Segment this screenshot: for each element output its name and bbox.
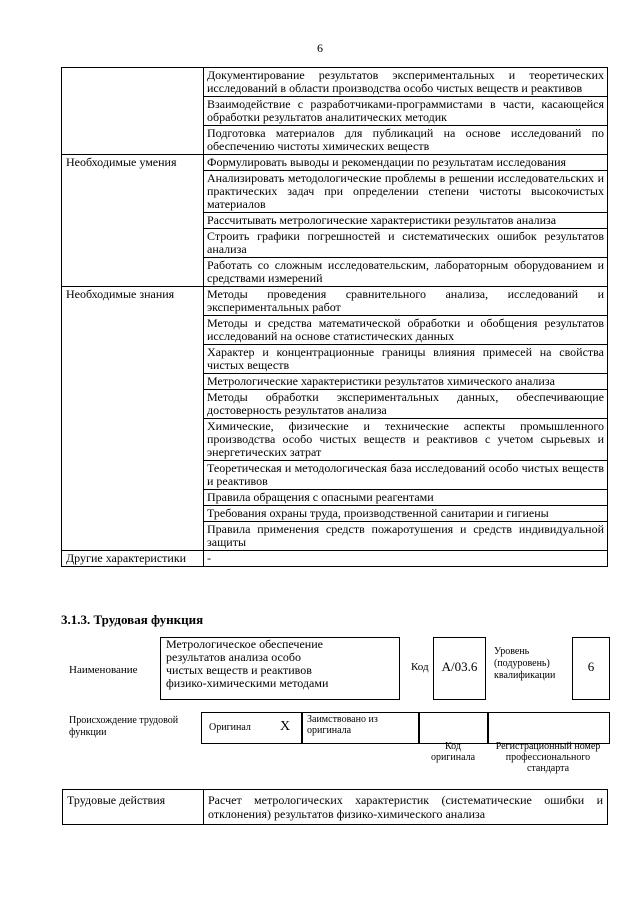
actions-text: Расчет метрологических характеристик (систематические ошибки и отклонения) результатов физико-химического анализа: [204, 790, 608, 825]
row-item: Рассчитывать метрологические характеристики результатов анализа: [204, 213, 608, 229]
requirements-table: [61, 67, 608, 567]
row-item: Правила применения средств пожаротушения и средств индивидуальной защиты: [204, 522, 608, 551]
code-value-box: [433, 637, 486, 700]
page-number: 6: [317, 41, 323, 55]
row-label: Необходимые знания: [62, 287, 204, 551]
row-label: [62, 68, 204, 155]
origin-label: Происхождение трудовой функции: [69, 715, 179, 738]
code-value: А/03.6: [441, 659, 478, 674]
original-box: [201, 712, 303, 744]
actions-table: [62, 789, 608, 825]
name-label: Наименование: [69, 664, 138, 676]
code-orig-box: [418, 712, 489, 744]
level-value-box: [572, 637, 610, 700]
name-value: Метрологическое обеспечение результатов анализа особо чистых веществ и реактивов физико-химическими методами: [166, 637, 329, 690]
table-row: [62, 287, 608, 316]
borrowed-label: Заимствовано из оригинала: [307, 714, 378, 736]
row-item: Документирование результатов экспериментальных и теоретических исследований в области производства особо чистых веществ и реактивов: [204, 68, 608, 97]
row-item: Методы проведения сравнительного анализа, исследований и экспериментальных работ: [204, 287, 608, 316]
level-label: Уровень (подуровень) квалификации: [494, 646, 556, 681]
row-item: Строить графики погрешностей и систематических ошибок результатов анализа: [204, 229, 608, 258]
reg-number-box: [487, 712, 610, 744]
code-label: Код: [411, 661, 429, 673]
section-title: 3.1.3. Трудовая функция: [61, 612, 204, 627]
original-mark: X: [280, 719, 291, 734]
row-item: Формулировать выводы и рекомендации по результатам исследования: [204, 155, 608, 171]
row-item: Взаимодействие с разработчиками-программистами в части, касающейся обработки результатов аналитических методик: [204, 97, 608, 126]
row-item: Характер и концентрационные границы влияния примесей на свойства чистых веществ: [204, 345, 608, 374]
row-item: Теоретическая и методологическая база исследований особо чистых веществ и реактивов: [204, 461, 608, 490]
row-item: Метрологические характеристики результатов химического анализа: [204, 374, 608, 390]
code-orig-label: Код оригинала: [430, 741, 476, 763]
name-value-box: [160, 637, 400, 700]
row-item: Методы и средства математической обработки и обобщения результатов исследований на основе статистических данных: [204, 316, 608, 345]
row-item: Правила обращения с опасными реагентами: [204, 490, 608, 506]
row-item: Требования охраны труда, производственной санитарии и гигиены: [204, 506, 608, 522]
row-item: Работать со сложным исследовательским, лабораторным оборудованием и средствами измерений: [204, 258, 608, 287]
table-row: [62, 155, 608, 171]
original-label: Оригинал: [209, 722, 251, 733]
row-label: Другие характеристики: [62, 551, 204, 567]
reg-number-label: Регистрационный номер профессионального стандарта: [495, 741, 601, 774]
row-item: Методы обработки экспериментальных данных, обеспечивающие достоверность результатов анализа: [204, 390, 608, 419]
actions-label: Трудовые действия: [63, 790, 204, 825]
row-item: -: [204, 551, 608, 567]
row-item: Подготовка материалов для публикаций на основе исследований по обеспечению чистоты химических веществ: [204, 126, 608, 155]
level-value: 6: [587, 659, 595, 674]
borrowed-box: [301, 712, 420, 744]
row-item: Химические, физические и технические аспекты промышленного производства особо чистых веществ и реактивов с учетом сырьевых и энергетических затрат: [204, 419, 608, 461]
row-label: Необходимые умения: [62, 155, 204, 287]
table-row: [62, 551, 608, 567]
table-row: [62, 68, 608, 97]
row-item: Анализировать методологические проблемы в решении исследовательских и практических задач при определении степени чистоты высокочистых материалов: [204, 171, 608, 213]
